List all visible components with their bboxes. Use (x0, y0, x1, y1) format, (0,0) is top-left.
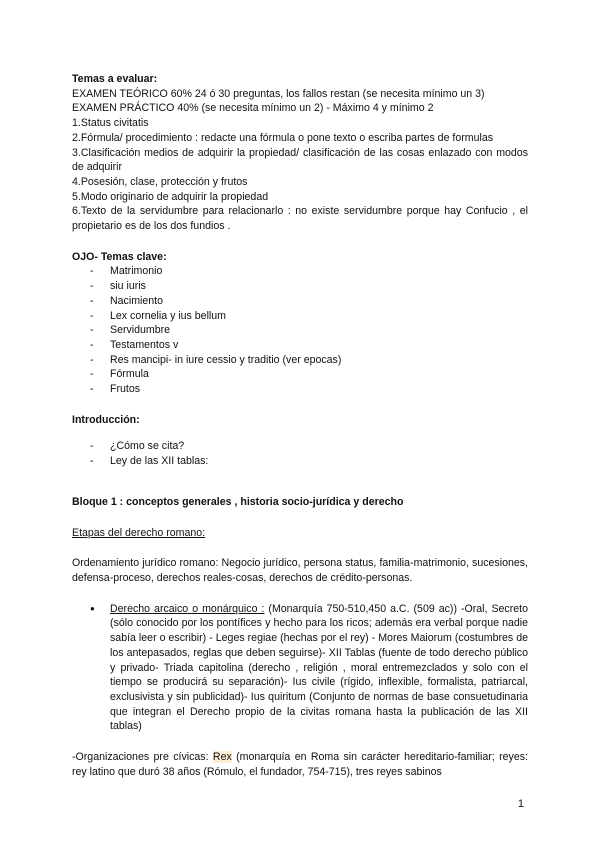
organizaciones-paragraph (72, 750, 528, 779)
temas-line: EXAMEN TEÓRICO 60% 24 ó 30 preguntas, los fallos restan (se necesita mínimo un 3) (72, 87, 485, 100)
temas-line: 6.Texto de la servidumbre para relacionarlo : no existe servidumbre porque hay Confucio , el propietario es de los dos fundios . (72, 205, 528, 233)
arcaico-label: Derecho arcaico o monárquico : (110, 602, 265, 615)
ojo-heading: OJO- Temas clave: (72, 250, 167, 263)
page-number: 1 (517, 798, 524, 810)
list-item: - Nacimiento (90, 294, 528, 309)
org-post-text: (monarquía en Roma sin carácter hereditario-familiar; reyes: rey latino que duró 38 años (Rómulo, el fundador, 754-715), tres reyes sabinos (72, 751, 528, 778)
temas-line: 1.Status civitatis (72, 117, 149, 130)
intro-heading: Introducción: (72, 413, 140, 426)
list-item: - Ley de las XII tablas: (90, 454, 528, 469)
etapas-heading: Etapas del derecho romano: (72, 526, 206, 539)
temas-line: 5.Modo originario de adquirir la propiedad (72, 190, 269, 203)
etapas-list (72, 602, 528, 734)
list-item (90, 602, 528, 734)
ordenamiento-paragraph: Ordenamiento jurídico romano: Negocio jurídico, persona status, familia-matrimonio, sucesiones, defensa-proceso, derechos reales-cosas, derechos de crédito-personas. (72, 557, 528, 584)
temas-line: EXAMEN PRÁCTICO 40% (se necesita mínimo un 2) - Máximo 4 y mínimo 2 (72, 102, 434, 115)
temas-line: 2.Fórmula/ procedimiento : redacte una fórmula o pone texto o escriba partes de formulas (72, 131, 494, 144)
list-item: - siu iuris (90, 279, 528, 294)
list-item: - Servidumbre (90, 323, 528, 338)
list-item: - Frutos (90, 382, 528, 397)
bloque-heading: Bloque 1 : conceptos generales , historia socio-jurídica y derecho (72, 495, 404, 508)
list-item: - Lex cornelia y ius bellum (90, 309, 528, 324)
list-item: - Matrimonio (90, 264, 528, 279)
org-pre-text: -Organizaciones pre cívicas: (72, 751, 213, 764)
document-page (72, 72, 528, 779)
rex-highlight: Rex (212, 751, 232, 764)
list-item: - Fórmula (90, 367, 528, 382)
temas-line: 4.Posesión, clase, protección y frutos (72, 175, 248, 188)
temas-line: 3.Clasificación medios de adquirir la propiedad/ clasificación de las cosas enlazado con modos de adquirir (72, 146, 528, 174)
temas-heading: Temas a evaluar: (72, 73, 158, 85)
ojo-list (72, 264, 528, 396)
intro-list (72, 439, 528, 468)
list-item: - Testamentos v (90, 338, 528, 353)
list-item: - Res mancipi- in iure cessio y traditio (ver epocas) (90, 353, 528, 368)
arcaico-text: (Monarquía 750-510,450 a.C. (509 ac)) -Oral, Secreto (sólo conocido por los pontífices y hecho para los ricos; además era verbal porque nadie sabía leer o escribir) - Leges regiae (hechas por el rey) - Mores Maiorum (costumbres de los antepasados, reglas que deben seguirse)- XII Tablas (fuente de todo derecho público y privado- Triada capitolina (derecho , religión , moral entremezclados y solo con el tiempo se producirá su separación)- Ius civile (rígido, inflexible, formalista, patriarcal, exclusivista y sin publicidad)- Ius quiritum (Conjunto de normas de base consuetudinaria que integran el Derecho propio de la civitas romana hasta la publicación de las XII tablas) (110, 602, 528, 733)
list-item: - ¿Cómo se cita? (90, 439, 528, 454)
